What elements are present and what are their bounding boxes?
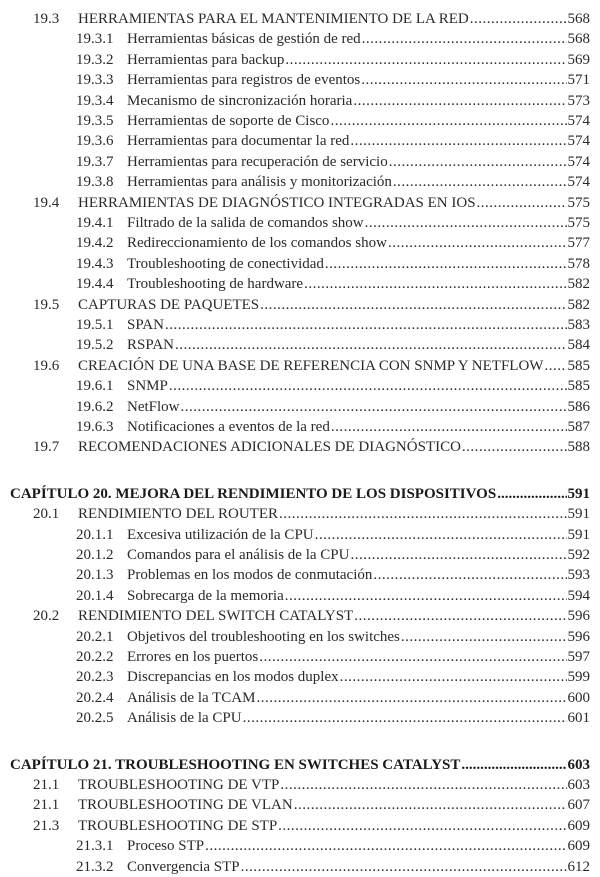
page-number: 609 bbox=[567, 817, 590, 834]
entry-title: Problemas en los modos de conmutación bbox=[127, 567, 373, 584]
dot-leader bbox=[260, 295, 566, 315]
toc-entry-subsection bbox=[76, 50, 590, 70]
entry-title: Análisis de la CPU bbox=[127, 710, 242, 727]
page-number: 597 bbox=[567, 649, 590, 665]
toc-entry-section bbox=[33, 9, 590, 29]
toc-entry-subsection bbox=[76, 857, 590, 877]
page-number: 591 bbox=[567, 526, 590, 543]
page-number: 568 bbox=[567, 11, 590, 27]
entry-number: 20.1.4 bbox=[76, 587, 114, 604]
entry-title: Redireccionamiento de los comandos show bbox=[127, 235, 387, 252]
entry-title: RECOMENDACIONES ADICIONALES DE DIAGNÓSTICO bbox=[78, 439, 461, 456]
entry-number: 20.1.3 bbox=[76, 567, 114, 584]
entry-title: Discrepancias en los modos duplex bbox=[127, 669, 339, 686]
page-number: 594 bbox=[567, 587, 590, 604]
entry-title: Herramientas de soporte de Cisco bbox=[127, 113, 330, 129]
toc-entry-section bbox=[33, 356, 590, 376]
entry-number: 20.2.4 bbox=[76, 689, 114, 706]
dot-leader bbox=[241, 857, 567, 877]
entry-title: Convergencia STP bbox=[127, 858, 240, 875]
entry-number: 19.4.4 bbox=[76, 276, 114, 293]
dot-leader bbox=[330, 111, 566, 131]
toc-entry-section bbox=[33, 295, 590, 315]
dot-leader bbox=[497, 484, 566, 504]
page-number: 577 bbox=[567, 235, 590, 252]
toc-entry-subsection bbox=[76, 70, 590, 90]
toc-entry-subsection bbox=[76, 254, 590, 274]
dot-leader bbox=[461, 755, 566, 775]
dot-leader bbox=[470, 9, 567, 29]
page-number: 582 bbox=[567, 296, 590, 313]
dot-leader bbox=[285, 586, 567, 606]
entry-number: 19.5.2 bbox=[76, 337, 114, 354]
page-number: 584 bbox=[567, 337, 590, 354]
page-number: 574 bbox=[567, 133, 590, 150]
entry-title: Proceso STP bbox=[127, 838, 205, 855]
toc-entry-subsection bbox=[76, 627, 590, 647]
page-number: 574 bbox=[567, 153, 590, 170]
toc-entry-section bbox=[33, 606, 590, 626]
entry-number: 19.4.1 bbox=[76, 215, 114, 231]
entry-number: 19.7 bbox=[33, 439, 60, 456]
dot-leader bbox=[389, 152, 567, 172]
dot-leader bbox=[340, 667, 567, 687]
entry-title: Filtrado de la salida de comandos show bbox=[127, 215, 364, 231]
entry-title: SNMP bbox=[127, 378, 168, 395]
page-number: 583 bbox=[567, 317, 590, 333]
entry-title: NetFlow bbox=[127, 398, 180, 415]
toc-entry-subsection bbox=[76, 397, 590, 417]
dot-leader bbox=[354, 606, 566, 626]
entry-title: SPAN bbox=[127, 317, 164, 333]
page-number: 586 bbox=[567, 398, 590, 415]
toc-entry-section bbox=[33, 816, 590, 836]
entry-number: 19.3 bbox=[33, 11, 60, 27]
page-number: 582 bbox=[567, 276, 590, 293]
entry-title: Herramientas para registros de eventos bbox=[127, 72, 361, 89]
entry-number: 19.5 bbox=[33, 296, 60, 313]
entry-title: Comandos para el análisis de la CPU bbox=[127, 547, 350, 563]
entry-title: Mecanismo de sincronización horaria bbox=[127, 92, 353, 109]
page-number: 592 bbox=[567, 547, 590, 563]
page-number: 571 bbox=[567, 72, 590, 89]
entry-number: 21.1 bbox=[33, 777, 60, 793]
dot-leader bbox=[256, 688, 566, 708]
dot-leader bbox=[365, 213, 567, 233]
toc-entry-section bbox=[33, 504, 590, 524]
dot-leader bbox=[388, 233, 567, 253]
dot-leader bbox=[325, 254, 567, 274]
toc-entry-chapter bbox=[10, 755, 590, 775]
dot-leader bbox=[462, 437, 567, 457]
entry-number: 19.4.3 bbox=[76, 255, 114, 272]
toc-entry-section bbox=[33, 193, 590, 213]
page-number: 573 bbox=[567, 92, 590, 109]
toc-entry-subsection bbox=[76, 335, 590, 355]
dot-leader bbox=[331, 417, 567, 437]
toc-entry-subsection bbox=[76, 233, 590, 253]
entry-title: Excesiva utilización de la CPU bbox=[127, 526, 314, 543]
entry-title: Troubleshooting de conectividad bbox=[127, 255, 324, 272]
toc-entry-subsection bbox=[76, 836, 590, 856]
entry-number: 19.3.8 bbox=[76, 174, 114, 191]
dot-leader bbox=[401, 627, 567, 647]
toc-entry-subsection bbox=[76, 111, 590, 131]
entry-number: 19.3.7 bbox=[76, 153, 114, 170]
toc-entry-subsection bbox=[76, 315, 590, 335]
page-number: 588 bbox=[567, 439, 590, 456]
toc-entry-subsection bbox=[76, 586, 590, 606]
entry-title: RENDIMIENTO DEL ROUTER bbox=[78, 506, 278, 523]
dot-leader bbox=[477, 193, 567, 213]
page-number: 585 bbox=[567, 357, 590, 374]
dot-leader bbox=[350, 545, 566, 565]
page-number: 603 bbox=[567, 777, 590, 793]
entry-title: CAPÍTULO 20. MEJORA DEL RENDIMIENTO DE LOS DISPOSITIVOS bbox=[10, 485, 497, 502]
entry-number: 20.1 bbox=[33, 506, 60, 523]
dot-leader bbox=[350, 131, 566, 151]
toc-entry-subsection bbox=[76, 417, 590, 437]
page-number: 591 bbox=[567, 506, 590, 523]
page-number: 609 bbox=[567, 838, 590, 855]
entry-number: 19.6.2 bbox=[76, 398, 114, 415]
toc-entry-subsection bbox=[76, 213, 590, 233]
entry-number: 20.2.5 bbox=[76, 710, 114, 727]
entry-title: Herramientas para recuperación de servicio bbox=[127, 153, 388, 170]
dot-leader bbox=[361, 70, 566, 90]
toc-entry-subsection bbox=[76, 91, 590, 111]
entry-number: 21.3.2 bbox=[76, 858, 114, 875]
dot-leader bbox=[205, 836, 566, 856]
entry-title: RENDIMIENTO DEL SWITCH CATALYST bbox=[78, 608, 354, 625]
entry-number: 20.1.2 bbox=[76, 547, 114, 563]
entry-title: Objetivos del troubleshooting en los switches bbox=[127, 628, 400, 645]
page-number: 578 bbox=[567, 255, 590, 272]
entry-title: Herramientas para documentar la red bbox=[127, 133, 350, 150]
entry-number: 19.4.2 bbox=[76, 235, 114, 252]
dot-leader bbox=[315, 525, 567, 545]
dot-leader bbox=[373, 565, 566, 585]
dot-leader bbox=[393, 172, 567, 192]
page-number: 587 bbox=[567, 419, 590, 435]
toc-entry-subsection bbox=[76, 525, 590, 545]
toc-entry-subsection bbox=[76, 376, 590, 396]
entry-number: 19.3.6 bbox=[76, 133, 114, 150]
page-number: 574 bbox=[567, 174, 590, 191]
toc-entry-section bbox=[33, 775, 590, 795]
entry-number: 19.6.3 bbox=[76, 419, 114, 435]
toc-entry-subsection bbox=[76, 131, 590, 151]
dot-leader bbox=[165, 315, 567, 335]
page-number: 591 bbox=[567, 485, 590, 502]
page-number: 574 bbox=[567, 113, 590, 129]
entry-number: 19.5.1 bbox=[76, 317, 114, 333]
entry-title: CAPTURAS DE PAQUETES bbox=[78, 296, 260, 313]
dot-leader bbox=[353, 91, 566, 111]
entry-title: TROUBLESHOOTING DE VTP bbox=[78, 777, 280, 793]
entry-number: 20.2.2 bbox=[76, 649, 114, 665]
page-number: 603 bbox=[567, 756, 590, 773]
page-number: 600 bbox=[567, 689, 590, 706]
page-number: 596 bbox=[567, 628, 590, 645]
dot-leader bbox=[259, 647, 566, 667]
entry-title: HERRAMIENTAS PARA EL MANTENIMIENTO DE LA RED bbox=[78, 11, 469, 27]
dot-leader bbox=[304, 274, 566, 294]
dot-leader bbox=[169, 376, 567, 396]
entry-title: Herramientas básicas de gestión de red bbox=[127, 31, 361, 48]
entry-title: Troubleshooting de hardware bbox=[127, 276, 304, 293]
entry-title: CAPÍTULO 21. TROUBLESHOOTING EN SWITCHES CATALYST bbox=[10, 756, 461, 773]
page-number: 575 bbox=[567, 215, 590, 231]
entry-number: 19.6.1 bbox=[76, 378, 114, 395]
page-number: 596 bbox=[567, 608, 590, 625]
toc-entry-subsection bbox=[76, 29, 590, 49]
page-number: 601 bbox=[567, 710, 590, 727]
entry-title: Herramientas para backup bbox=[127, 51, 285, 68]
entry-number: 20.1.1 bbox=[76, 526, 114, 543]
entry-number: 21.3.1 bbox=[76, 838, 114, 855]
entry-number: 19.3.1 bbox=[76, 31, 114, 48]
entry-number: 19.3.2 bbox=[76, 51, 114, 68]
entry-number: 19.3.4 bbox=[76, 92, 114, 109]
entry-title: Notificaciones a eventos de la red bbox=[127, 419, 330, 435]
entry-title: TROUBLESHOOTING DE STP bbox=[78, 817, 278, 834]
toc-entry-section bbox=[33, 437, 590, 457]
entry-number: 20.2.1 bbox=[76, 628, 114, 645]
dot-leader bbox=[181, 397, 567, 417]
page-number: 568 bbox=[567, 31, 590, 48]
toc-entry-subsection bbox=[76, 274, 590, 294]
entry-title: Errores en los puertos bbox=[127, 649, 259, 665]
toc-entry-subsection bbox=[76, 647, 590, 667]
page-number: 607 bbox=[567, 797, 590, 814]
page-number: 612 bbox=[567, 858, 590, 875]
page-number: 599 bbox=[567, 669, 590, 686]
dot-leader bbox=[278, 816, 566, 836]
entry-number: 19.3.5 bbox=[76, 113, 114, 129]
dot-leader bbox=[243, 708, 567, 728]
entry-number: 20.2.3 bbox=[76, 669, 114, 686]
dot-leader bbox=[280, 775, 566, 795]
dot-leader bbox=[544, 356, 566, 376]
entry-title: Herramientas para análisis y monitorización bbox=[127, 174, 392, 191]
toc-entry-subsection bbox=[76, 172, 590, 192]
entry-number: 19.6 bbox=[33, 357, 60, 374]
toc-entry-subsection bbox=[76, 152, 590, 172]
dot-leader bbox=[294, 795, 567, 815]
toc-entry-subsection bbox=[76, 565, 590, 585]
entry-number: 19.3.3 bbox=[76, 72, 114, 89]
entry-title: Sobrecarga de la memoria bbox=[127, 587, 284, 604]
entry-title: RSPAN bbox=[127, 337, 174, 354]
toc-entry-subsection bbox=[76, 688, 590, 708]
toc-entry-subsection bbox=[76, 667, 590, 687]
entry-title: CREACIÓN DE UNA BASE DE REFERENCIA CON SNMP Y NETFLOW bbox=[78, 357, 544, 374]
toc-entry-chapter bbox=[10, 484, 590, 504]
toc-entry-subsection bbox=[76, 708, 590, 728]
entry-title: Análisis de la TCAM bbox=[127, 689, 256, 706]
entry-number: 21.1 bbox=[33, 797, 60, 814]
page-number: 585 bbox=[567, 378, 590, 395]
toc-entry-section bbox=[33, 795, 590, 815]
entry-number: 21.3 bbox=[33, 817, 60, 834]
entry-title: HERRAMIENTAS DE DIAGNÓSTICO INTEGRADAS EN IOS bbox=[78, 194, 476, 211]
toc-entry-subsection bbox=[76, 545, 590, 565]
dot-leader bbox=[285, 50, 566, 70]
page-number: 593 bbox=[567, 567, 590, 584]
entry-title: TROUBLESHOOTING DE VLAN bbox=[78, 797, 293, 814]
page-number: 575 bbox=[567, 194, 590, 211]
entry-number: 20.2 bbox=[33, 608, 60, 625]
entry-number: 19.4 bbox=[33, 194, 60, 211]
dot-leader bbox=[362, 29, 567, 49]
page-number: 569 bbox=[567, 51, 590, 68]
dot-leader bbox=[279, 504, 567, 524]
dot-leader bbox=[175, 335, 567, 355]
